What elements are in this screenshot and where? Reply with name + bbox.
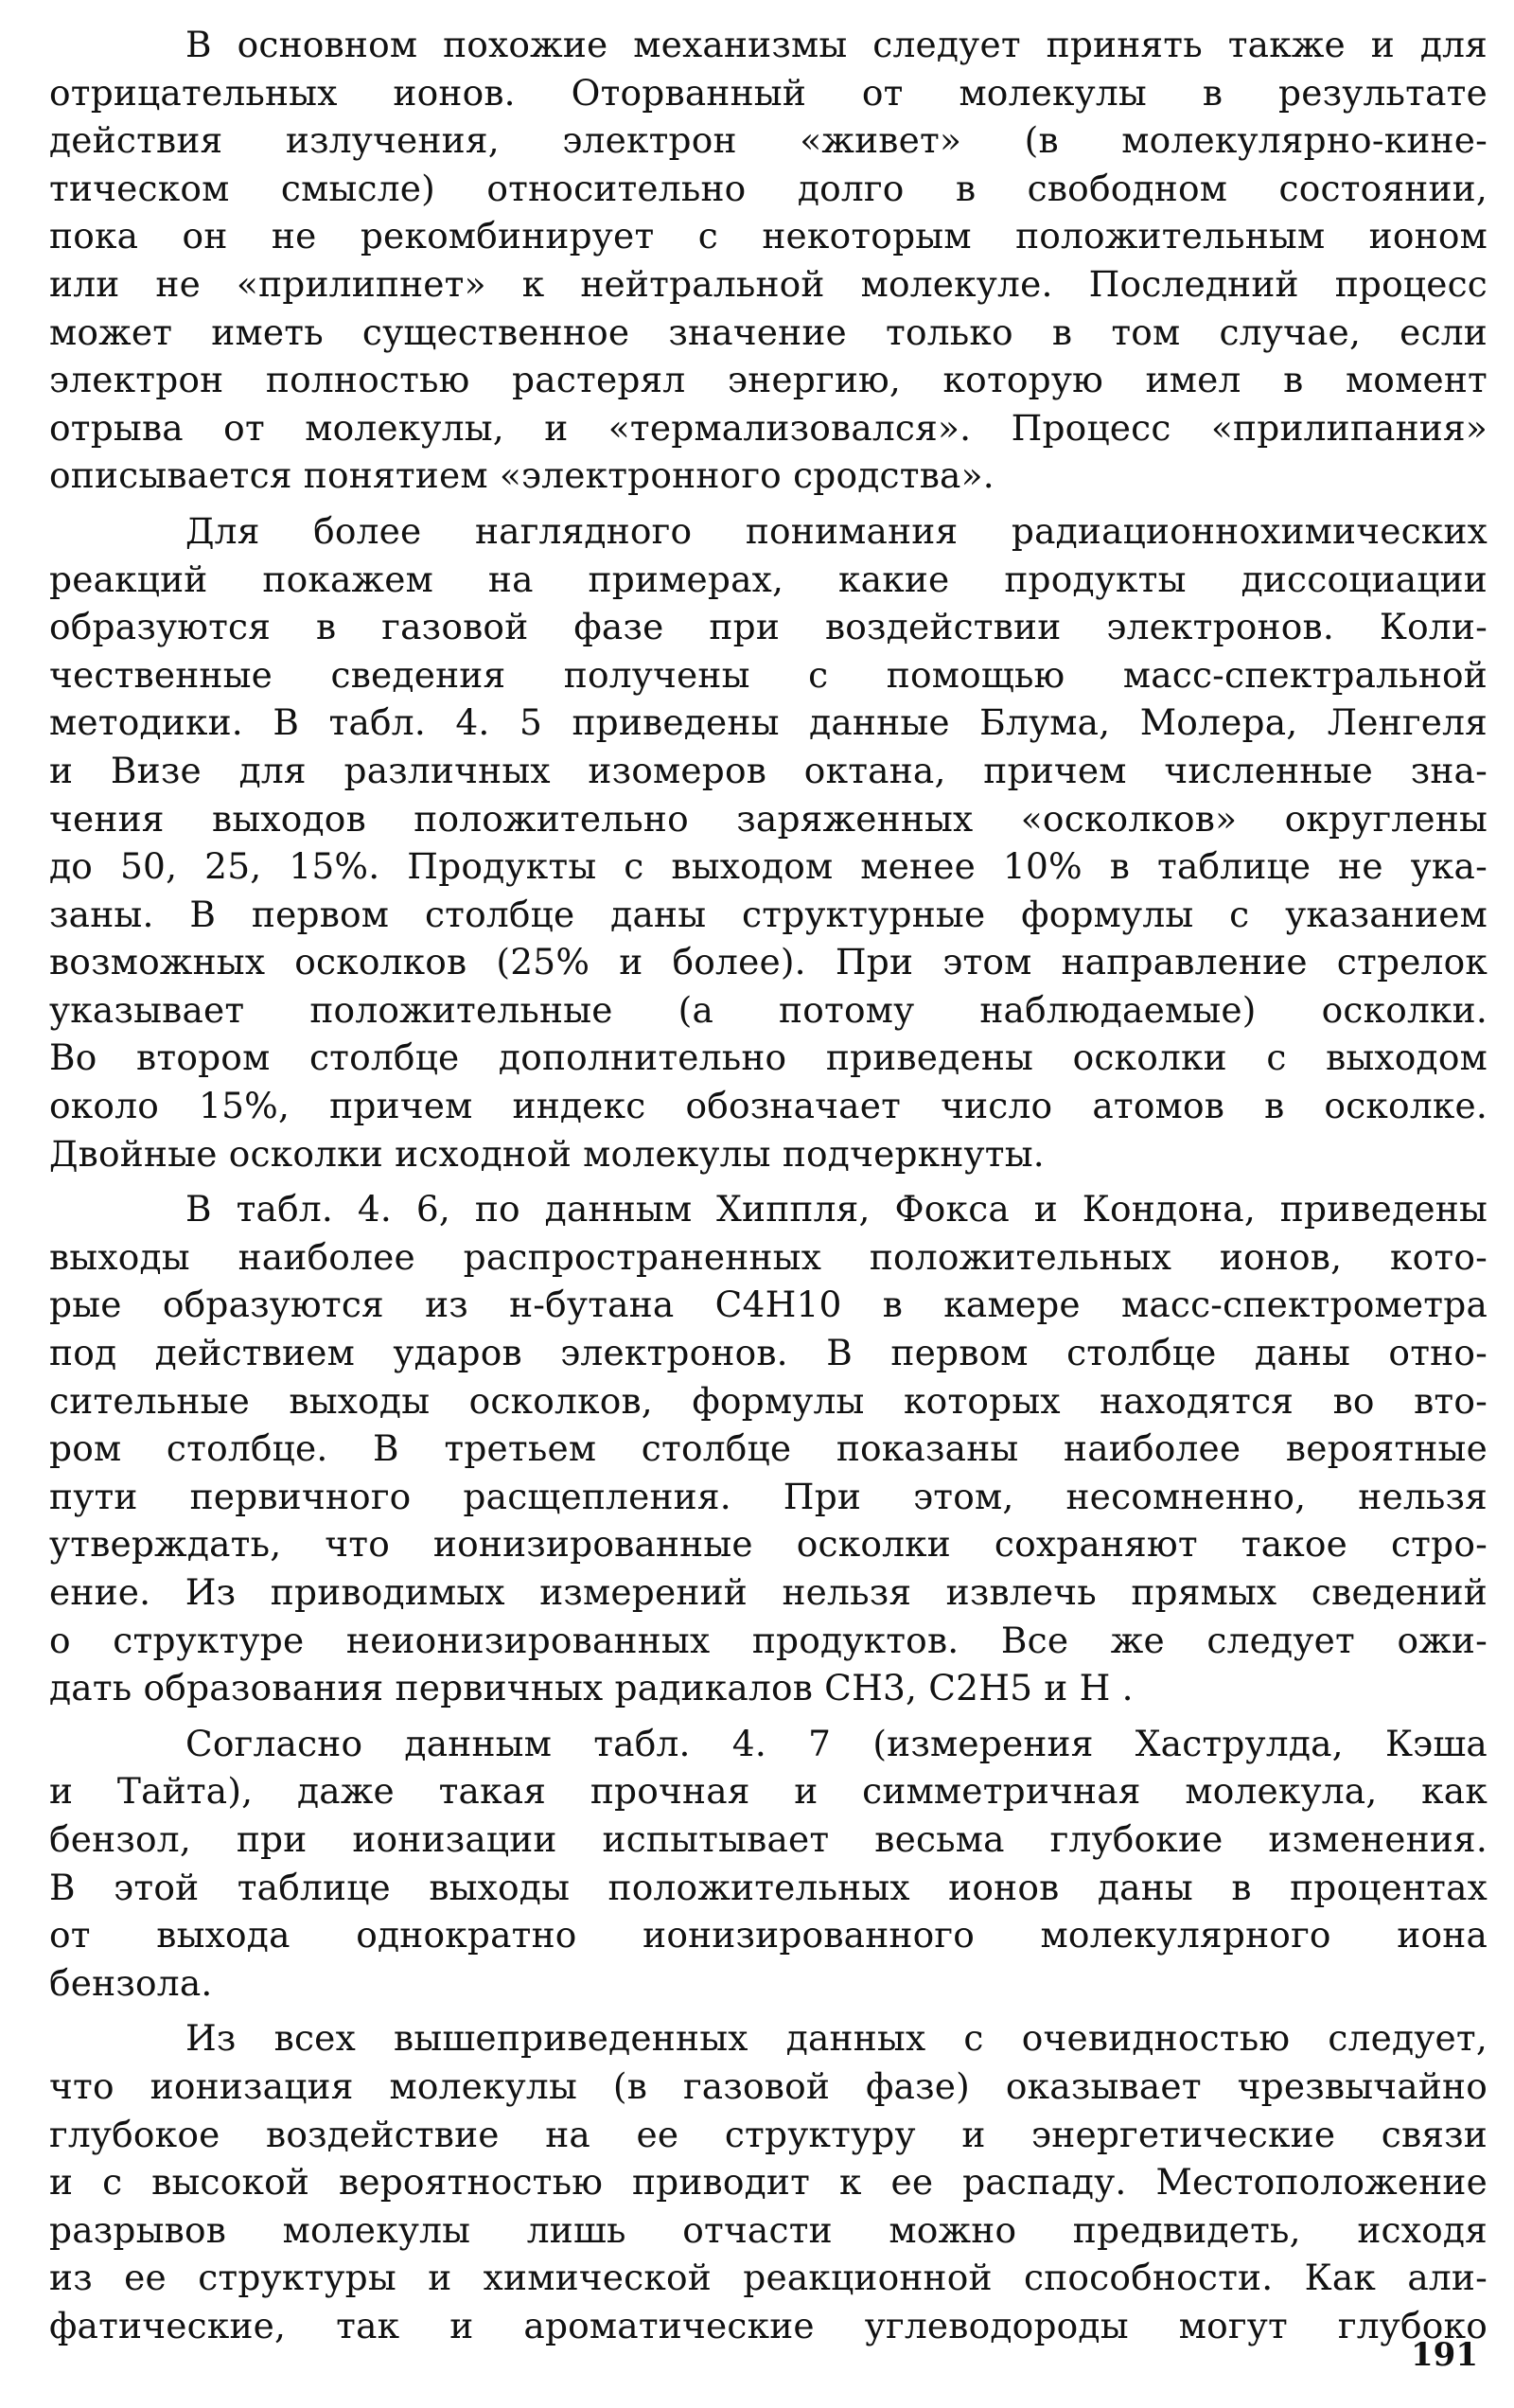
text-line: тическом смысле) относительно долго в свободном состоянии, bbox=[49, 167, 1488, 209]
text-line: описывается понятием «электронного сродства». bbox=[49, 454, 995, 497]
text-line: что ионизация молекулы (в газовой фазе) оказывает чрезвычайно bbox=[49, 2064, 1488, 2107]
text-line: заны. В первом столбце даны структурные формулы с указанием bbox=[49, 893, 1488, 935]
text-line: и с высокой вероятностью приводит к ее распаду. Местоположение bbox=[49, 2161, 1488, 2204]
text-line: действия излучения, электрон «живет» (в молекулярно-кине- bbox=[49, 119, 1488, 162]
document-page bbox=[49, 21, 1488, 2358]
paragraph-benzene bbox=[49, 1720, 1488, 2008]
text-line: и Тайта), даже такая прочная и симметричная молекула, как bbox=[49, 1770, 1488, 1813]
text-line: пока он не рекомбинирует с некоторым положительным ионом bbox=[49, 215, 1488, 257]
text-line: реакций покажем на примерах, какие продукты диссоциации bbox=[49, 558, 1488, 600]
paragraph-conclusion bbox=[49, 2014, 1488, 2349]
text-line: может иметь существенное значение только в том случае, если bbox=[49, 310, 1488, 353]
text-line: рые образуются из н-бутана C4H10 в камере масс-спектрометра bbox=[49, 1284, 1488, 1326]
text-line: дать образования первичных радикалов CH3, C2H5 и H . bbox=[49, 1667, 1134, 1709]
text-line: методики. В табл. 4. 5 приведены данные Блума, Молера, Ленгеля bbox=[49, 701, 1488, 744]
text-line: Из всех вышеприведенных данных с очевидностью следует, bbox=[185, 2017, 1488, 2060]
text-line: ром столбце. В третьем столбце показаны наиболее вероятные bbox=[49, 1427, 1488, 1470]
text-line: В этой таблице выходы положительных ионов даны в процентах bbox=[49, 1866, 1488, 1908]
text-line: чения выходов положительно заряженных «осколков» округлены bbox=[49, 797, 1488, 840]
text-line: из ее структуры и химической реакционной способности. Как али- bbox=[49, 2257, 1488, 2299]
text-line: бензола. bbox=[49, 1961, 213, 2004]
text-line: разрывов молекулы лишь отчасти можно предвидеть, исходя bbox=[49, 2208, 1488, 2251]
text-line: Для более наглядного понимания радиационнохимических bbox=[185, 509, 1488, 552]
text-line: или не «прилипнет» к нейтральной молекуле. Последний процесс bbox=[49, 262, 1488, 305]
text-line: о структуре неионизированных продуктов. Все же следует ожи- bbox=[49, 1619, 1488, 1661]
text-line: отрицательных ионов. Оторванный от молекулы в результате bbox=[49, 71, 1488, 114]
text-line: сительные выходы осколков, формулы которых находятся во вто- bbox=[49, 1379, 1488, 1422]
text-line: пути первичного расщепления. При этом, несомненно, нельзя bbox=[49, 1475, 1488, 1517]
text-line: В основном похожие механизмы следует принять также и для bbox=[185, 24, 1488, 65]
text-line: от выхода однократно ионизированного молекулярного иона bbox=[49, 1914, 1488, 1956]
text-line: электрон полностью растерял энергию, которую имел в момент bbox=[49, 359, 1488, 401]
paragraph-butane-ions bbox=[49, 1185, 1488, 1712]
text-line: глубокое воздействие на ее структуру и энергетические связи bbox=[49, 2113, 1488, 2155]
text-line: под действием ударов электронов. В первом столбце даны отно- bbox=[49, 1332, 1488, 1374]
text-line: указывает положительные (а потому наблюдаемые) осколки. bbox=[49, 988, 1488, 1031]
paragraph-dissociation-products bbox=[49, 507, 1488, 1177]
text-line: ение. Из приводимых измерений нельзя извлечь прямых сведений bbox=[49, 1571, 1488, 1613]
text-line: утверждать, что ионизированные осколки сохраняют такое стро- bbox=[49, 1523, 1488, 1566]
text-line: выходы наиболее распространенных положительных ионов, кото- bbox=[49, 1235, 1488, 1278]
text-line: отрыва от молекулы, и «термализовался». Процесс «прилипания» bbox=[49, 406, 1488, 449]
text-line: Двойные осколки исходной молекулы подчеркнуты. bbox=[49, 1132, 1045, 1175]
text-line: около 15%, причем индекс обозначает число атомов в осколке. bbox=[49, 1085, 1488, 1127]
text-line: чественные сведения получены с помощью масс-спектральной bbox=[49, 653, 1488, 696]
text-line: Согласно данным табл. 4. 7 (измерения Хаструлда, Кэша bbox=[185, 1722, 1488, 1764]
text-line: до 50, 25, 15%. Продукты с выходом менее 10% в таблице не ука- bbox=[49, 845, 1488, 888]
paragraph-negative-ions bbox=[49, 21, 1488, 500]
text-line: и Визе для различных изомеров октана, причем численные зна- bbox=[49, 749, 1488, 791]
page-number: 191 bbox=[1411, 2336, 1478, 2374]
text-line: фатические, так и ароматические углеводороды могут глубоко bbox=[49, 2304, 1488, 2346]
text-line: бензол, при ионизации испытывает весьма глубокие изменения. bbox=[49, 1817, 1488, 1860]
text-line: образуются в газовой фазе при воздействии электронов. Коли- bbox=[49, 606, 1488, 648]
text-line: В табл. 4. 6, по данным Хиппля, Фокса и Кондона, приведены bbox=[185, 1188, 1488, 1231]
text-line: Во втором столбце дополнительно приведены осколки с выходом bbox=[49, 1036, 1488, 1079]
text-line: возможных осколков (25% и более). При этом направление стрелок bbox=[49, 941, 1488, 983]
